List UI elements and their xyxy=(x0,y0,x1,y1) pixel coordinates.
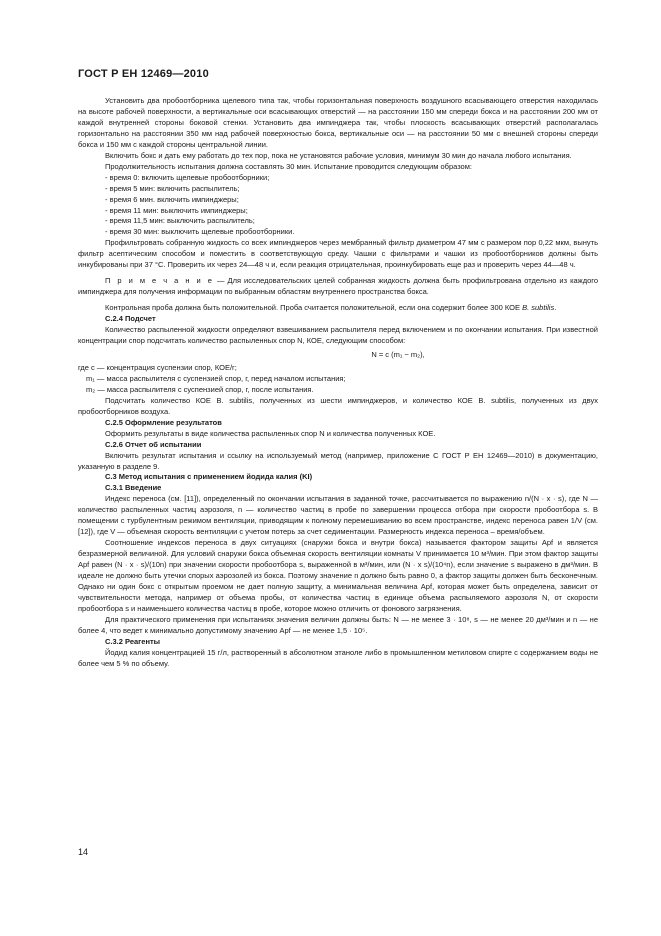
formula: N = c (m₁ − m₂), xyxy=(371,349,425,359)
document-header: ГОСТ Р ЕН 12469—2010 xyxy=(78,68,209,80)
paragraph: Йодид калия концентрацией 15 г/л, растворенный в абсолютном этаноле либо в промышленном метиловом спирте с содержанием воды не более чем 5 % по объему. xyxy=(78,647,598,668)
paragraph: Соотношение индексов переноса в двух ситуациях (снаружи бокса и внутри бокса) называется фактором защиты Apf и является безразмерной величиной. Для условий снаружи бокса объемная скорость вентиляции комнаты V принимается 10 м³/мин. При этом фактор защиты Apf равен (N · x · s)/(10n) при значении скорости пробоотбора s, выраженной в м³/мин, или (N · x s)/(10⁴n), если значение s выражено в дм³/мин. В идеале не должно быть утечки спорых аэрозолей из бокса. Поэтому значение n должно быть равно 0, а фактор защиты должен быть бесконечным. Однако ни один бокс с открытым проемом не дает полную защиту, а минимальная величина Apf, которая может быть определена, зависит от чувствительности метода, например от объема пробы, от количества частиц в единице объема распыляемого аэрозоля N, от скорости пробоотбора s и наименьшего количества частиц в пробе, которое можно отличить от фонового загрязнения. xyxy=(78,538,598,613)
species-name: B. subtilis xyxy=(522,303,555,313)
paragraph: Профильтровать собранную жидкость со всех импинджеров через мембранный фильтр диаметром 47 мм с размером пор 0,22 мкм, вынуть фильтр асептическим способом и поместить в соответствующую среду. Чашки с фильтрами и чашки из пробоотборников должны быть инкубированы при 37 °С. Проверить их через 24—48 ч и, если реакция отрицательная, проинкубировать еще раз и проверить через 44—48 ч. xyxy=(78,238,598,270)
paragraph: Оформить результаты в виде количества распыленных спор N и количества полученных КОЕ. xyxy=(105,428,436,438)
section-heading: С.2.4 Подсчет xyxy=(105,314,156,324)
section-heading: С.3.1 Введение xyxy=(105,483,162,493)
paragraph: Установить два пробоотборника щелевого типа так, чтобы горизонтальная поверхность воздушного всасывающего отверстия находилась на высоте рабочей поверхности, а вертикальные оси всасывающих отверстий — на расстоянии 150 мм спереди бокса и на расстоянии 200 мм от каждой внутренней стороны боковой стенки. Установить два импинджера так, чтобы плоскость всасывающих отверстий располагалась горизонтально на расстоянии 350 мм над рабочей поверхностью бокса, вертикальные оси — на расстоянии 50 мм с внешней стороны спереди бокса и 150 мм с каждой стороны центральной линии. xyxy=(78,96,598,149)
section-heading: С.3.2 Реагенты xyxy=(105,636,161,646)
paragraph: Включить результат испытания и ссылку на используемый метод (например, приложение С ГОСТ Р ЕН 12469—2010) в документацию, указанную в разделе 9. xyxy=(78,450,598,471)
list-item: - время 0: включить щелевые пробоотборники; xyxy=(105,172,270,182)
page-body xyxy=(78,96,598,670)
note xyxy=(78,276,598,298)
page-number: 14 xyxy=(78,847,89,857)
list-item: - время 11 мин: выключить импинджеры; xyxy=(105,205,248,215)
where-line: m₂ — масса распылителя с суспензией спор, г, после испытания. xyxy=(86,384,314,394)
paragraph-end: . xyxy=(554,303,557,313)
paragraph: Продолжительность испытания должна составлять 30 мин. Испытание проводится следующим образом: xyxy=(105,161,472,171)
section-heading: С.2.6 Отчет об испытании xyxy=(105,439,202,449)
paragraph: Включить бокс и дать ему работать до тех пор, пока не установятся рабочие условия, минимум 30 мин до начала любого испытания. xyxy=(105,150,572,160)
paragraph xyxy=(78,303,598,314)
section-heading: С.3 Метод испытания с применением йодида калия (KI) xyxy=(105,472,313,482)
note-text: — Для исследовательских целей собранная жидкость должна быть профильтрована отдельно из каждого импинджера для получения информации по выбранным областям внутреннего пространства бокса. xyxy=(78,276,598,297)
paragraph: Подсчитать количество КОЕ B. subtilis, полученных из шести импинджеров, и количество КОЕ B. subtilis, полученных из двух пробоотборников воздуха. xyxy=(78,395,598,416)
where-line: где c — концентрация суспензии спор, КОЕ/г; xyxy=(78,362,237,372)
where-line: m₁ — масса распылителя с суспензией спор, г, перед началом испытания; xyxy=(86,373,346,383)
list-item: - время 6 мин. включить импинджеры; xyxy=(105,194,239,204)
paragraph: Для практического применения при испытаниях значения величин должны быть: N — не менее 3 · 10⁸, s — не менее 20 дм³/мин и n — не более 4, что ведет к минимально допустимому значению Apf — не менее 1,5 · 10⁵. xyxy=(78,614,598,635)
paragraph: Количество распыленной жидкости определяют взвешиванием распылителя перед включением и по окончании испытания. При известной концентрации спор подсчитать количество распыленных спор N, КОЕ, следующим способом: xyxy=(78,325,598,346)
test-schedule-list xyxy=(78,173,598,239)
note-label: П р и м е ч а н и е xyxy=(105,276,214,286)
section-heading: С.2.5 Оформление результатов xyxy=(105,417,222,427)
list-item: - время 11,5 мин: выключить распылитель; xyxy=(105,216,255,226)
list-item: - время 30 мин: выключить щелевые пробоотборники. xyxy=(105,227,295,237)
list-item: - время 5 мин: включить распылитель; xyxy=(105,183,240,193)
paragraph: Индекс переноса (см. [11]), определенный по окончании испытания в заданной точке, рассчитывается по выражению n/(N · x · s), где N — количество распыленных частиц аэрозоля, n — количество частиц в пробе по завершении процесса отбора при скорости пробоотбора s. В помещении с турбулентным режимом вентиляции, приводящим к полному перемешиванию во всем пространстве, индекс переноса равен 1/V (см. [12]), где V — объемная скорость вентиляции с учетом потерь за счет седиментации. Размерность индекса переноса – время/объем. xyxy=(78,494,598,537)
paragraph-text: Контрольная проба должна быть положительной. Проба считается положительной, если она содержит более 300 КОЕ xyxy=(105,303,523,313)
